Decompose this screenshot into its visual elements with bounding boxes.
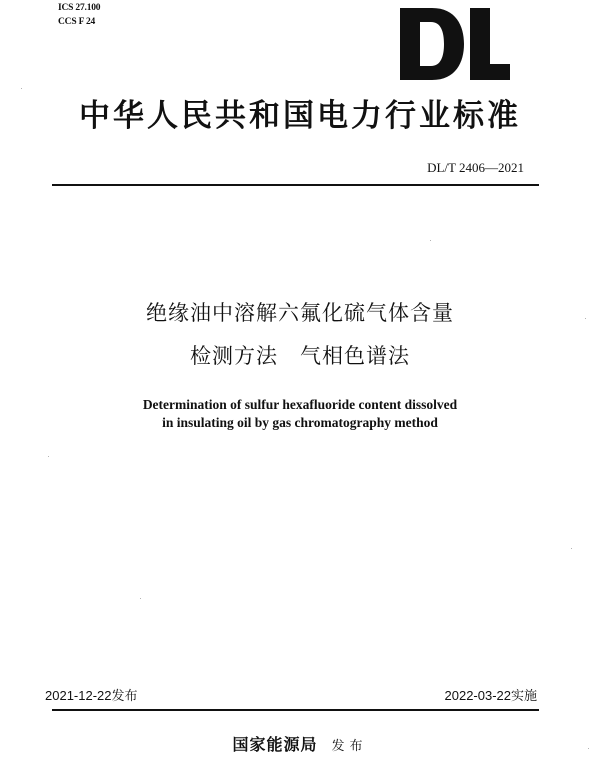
issued-label: 发布 bbox=[331, 739, 368, 754]
chinese-title-line-2 bbox=[0, 343, 600, 369]
scan-speck bbox=[21, 88, 22, 89]
english-title-line-1: Determination of sulfur hexafluoride content dissolved bbox=[142, 397, 458, 412]
ccs-code: CCS F 24 bbox=[58, 17, 96, 27]
chinese-title-part-a: 检测方法 bbox=[190, 344, 278, 368]
ics-code: ICS 27.100 bbox=[58, 3, 101, 13]
header-divider bbox=[52, 184, 539, 186]
dl-logo bbox=[398, 6, 510, 82]
scan-speck bbox=[430, 240, 431, 241]
chinese-title-line-1: 绝缘油中溶解六氟化硫气体含量 bbox=[146, 301, 454, 325]
issue-date: 2021-12-22发布 bbox=[45, 688, 138, 703]
scan-speck bbox=[571, 548, 572, 549]
chinese-title-part-b: 气相色谱法 bbox=[300, 344, 410, 368]
implementation-date: 2022-03-22实施 bbox=[444, 688, 537, 703]
standard-number: DL/T 2406—2021 bbox=[427, 160, 524, 175]
standard-category-title: 中华人民共和国电力行业标准 bbox=[79, 98, 521, 134]
scan-speck bbox=[48, 456, 49, 457]
footer-divider bbox=[52, 709, 539, 711]
scan-speck bbox=[140, 598, 141, 599]
english-title-line-2: in insulating oil by gas chromatography method bbox=[162, 415, 438, 430]
publisher-name: 国家能源局 bbox=[232, 735, 318, 754]
publisher-line bbox=[0, 735, 600, 757]
